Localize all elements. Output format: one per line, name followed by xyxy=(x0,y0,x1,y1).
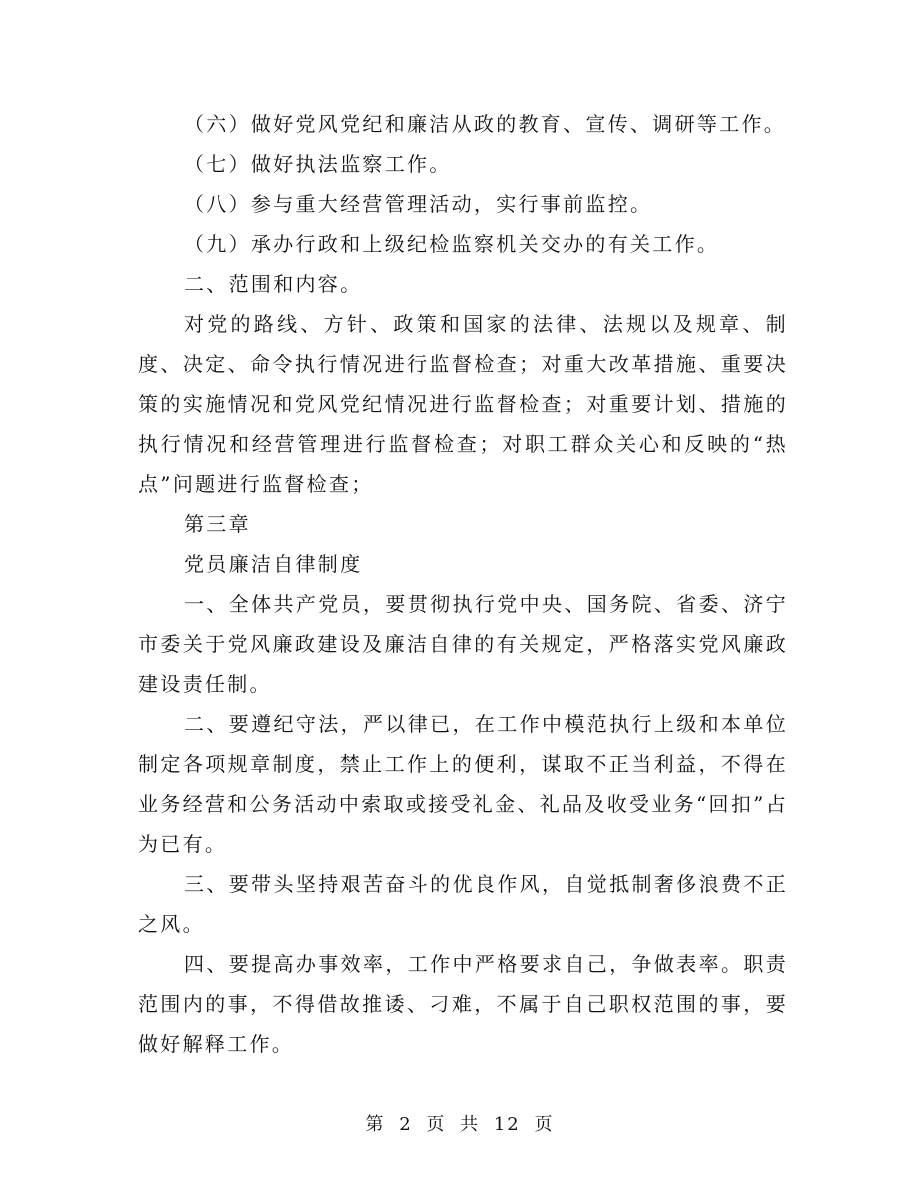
rule-paragraph-3: 三、要带头坚持艰苦奋斗的优良作风，自觉抵制奢侈浪费不正之风。 xyxy=(138,872,788,936)
page-number-footer: 第 2 页 共 12 页 xyxy=(365,1114,555,1135)
document-body xyxy=(138,104,788,1064)
chapter-heading: 第三章 xyxy=(184,512,251,536)
paragraph-item-7: （七）做好执法监察工作。 xyxy=(184,152,452,176)
chapter-title: 党员廉洁自律制度 xyxy=(184,552,363,576)
rule-paragraph-4: 四、要提高办事效率，工作中严格要求自己，争做表率。职责范围内的事，不得借故推诿、刁难，不属于自己职权范围的事，要做好解释工作。 xyxy=(138,952,788,1056)
rule-paragraph-2: 二、要遵纪守法，严以律已，在工作中模范执行上级和本单位制定各项规章制度，禁止工作上的便利，谋取不正当利益，不得在业务经营和公务活动中索取或接受礼金、礼品及收受业务“回扣”占为已有。 xyxy=(138,712,788,856)
paragraph-scope-content: 对党的路线、方针、政策和国家的法律、法规以及规章、制度、决定、命令执行情况进行监督检查；对重大改革措施、重要决策的实施情况和党风党纪情况进行监督检查；对重要计划、措施的执行情况和经营管理进行监督检查；对职工群众关心和反映的“热点”问题进行监督检查； xyxy=(138,312,788,496)
section-heading-scope: 二、范围和内容。 xyxy=(184,272,363,296)
paragraph-item-9: （九）承办行政和上级纪检监察机关交办的有关工作。 xyxy=(184,232,720,256)
paragraph-item-8: （八）参与重大经营管理活动，实行事前监控。 xyxy=(184,192,653,216)
rule-paragraph-1: 一、全体共产党员，要贯彻执行党中央、国务院、省委、济宁市委关于党风廉政建设及廉洁自律的有关规定，严格落实党风廉政建设责任制。 xyxy=(138,592,788,696)
paragraph-item-6: （六）做好党风党纪和廉洁从政的教育、宣传、调研等工作。 xyxy=(184,112,787,136)
